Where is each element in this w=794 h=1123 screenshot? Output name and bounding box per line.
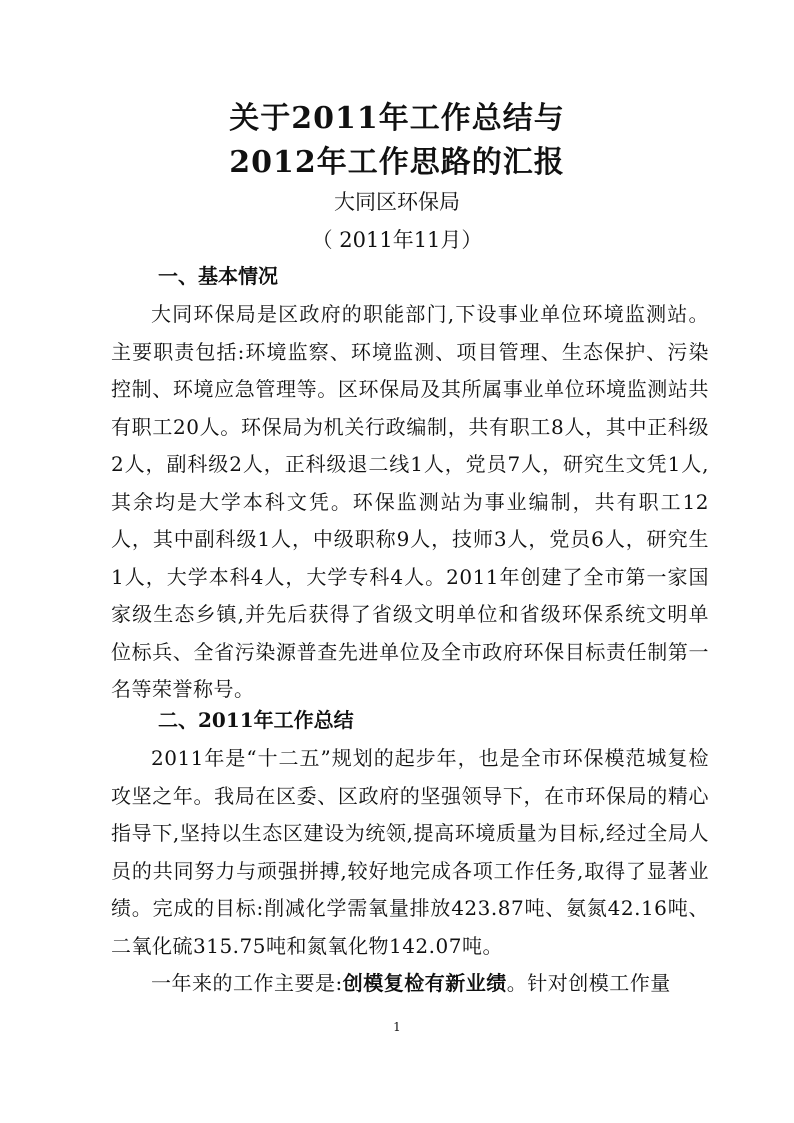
section-heading-2011-summary: 二、2011年工作总结 bbox=[158, 708, 354, 732]
report-date: （ 2011年11月） bbox=[311, 228, 483, 252]
section-1-paragraph: 大同环保局是区政府的职能部门,下设事业单位环境监测站。主要职责包括:环境监察、环境监测、项目管理、生态保护、污染控制、环境应急管理等。区环保局及其所属事业单位环境监测站共有职工20人。环保局为机关行政编制，共有职工8人，其中正科级2人，副科级2人，正科级退二线1人，党员7人，研究生文凭1人,其余均是大学本科文凭。环保监测站为事业编制，共有职工12人，其中副科级1人，中级职称9人，技师3人，党员6人，研究生1人，大学本科4人，大学专科4人。2011年创建了全市第一家国家级生态乡镇,并先后获得了省级文明单位和省级环保系统文明单位标兵、全省污染源普查先进单位及全市政府环保目标责任制第一名等荣誉称号。 bbox=[111, 302, 709, 701]
work-items-intro: 一年来的工作主要是: bbox=[151, 971, 343, 995]
work-items-bold-phrase: 创模复检有新业绩 bbox=[342, 971, 507, 995]
section-heading-basic-situation: 一、基本情况 bbox=[158, 264, 278, 288]
organization-name: 大同区环保局 bbox=[334, 190, 460, 214]
section-2-paragraph: 2011年是“十二五”规划的起步年，也是全市环保模范城复检攻坚之年。我局在区委、区政府的坚强领导下，在市环保局的精心指导下,坚持以生态区建设为统领,提高环境质量为目标,经过全局人员的共同努力与顽强拼搏,较好地完成各项工作任务,取得了显著业绩。完成的目标:削减化学需氧量排放423.87吨、氨氮42.16吨、二氧化硫315.75吨和氮氧化物142.07吨。 bbox=[111, 746, 709, 958]
work-items-continuation: 。针对创模工作量 bbox=[506, 971, 671, 995]
document-title-line-1: 关于2011年工作总结与 bbox=[229, 101, 565, 136]
document-title-line-2: 2012年工作思路的汇报 bbox=[229, 145, 565, 180]
page-number: 1 bbox=[393, 1020, 401, 1034]
section-2-paragraph-work-items bbox=[111, 965, 709, 1003]
